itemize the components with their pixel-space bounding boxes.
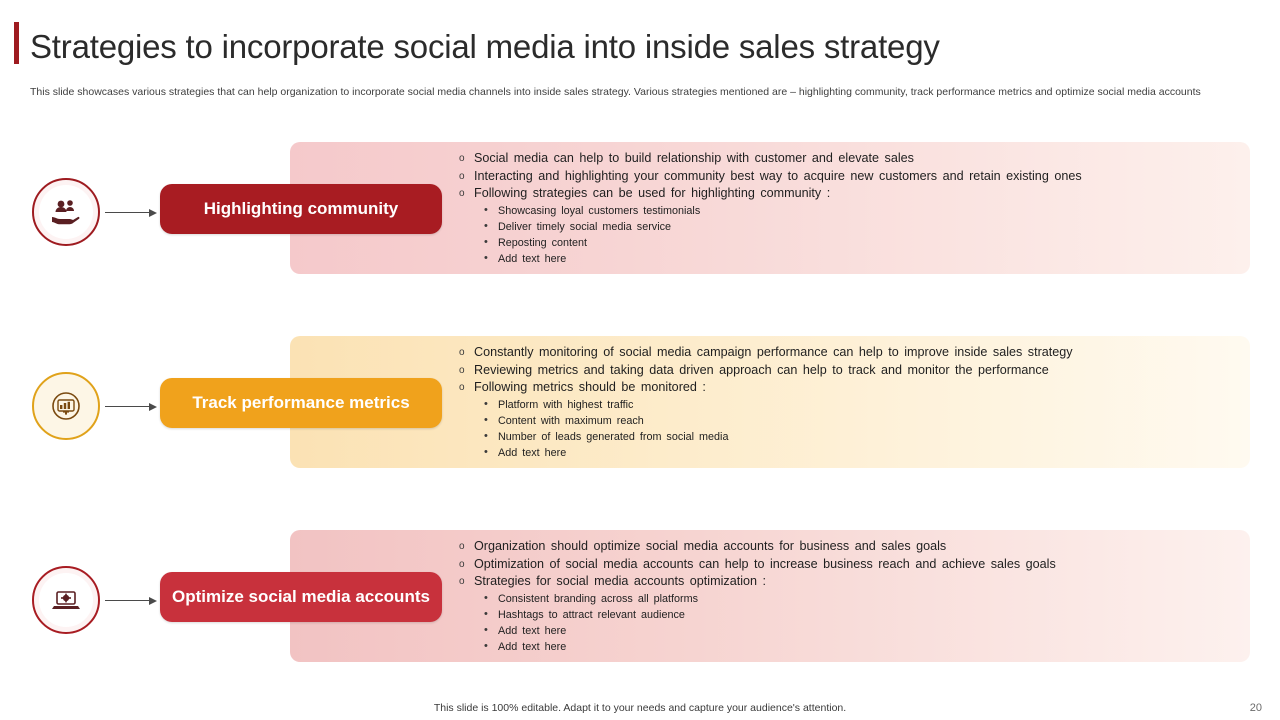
row-icon-badge xyxy=(32,178,100,246)
hand-holding-people-icon xyxy=(39,185,93,239)
strategy-row xyxy=(0,128,1280,322)
strategy-content xyxy=(456,150,1246,267)
sub-bullet-item: • Showcasing loyal customers testimonials xyxy=(456,203,1246,219)
page-title: Strategies to incorporate social media into inside sales strategy xyxy=(30,28,940,65)
footer-note: This slide is 100% editable. Adapt it to your needs and capture your audience's attention. xyxy=(433,702,847,714)
strategy-content xyxy=(456,538,1246,655)
laptop-settings-icon xyxy=(39,573,93,627)
strategy-label: Highlighting community xyxy=(203,199,399,218)
strategy-label: Optimize social media accounts xyxy=(172,587,430,606)
strategy-label-pill[interactable] xyxy=(160,572,442,622)
strategy-label: Track performance metrics xyxy=(192,393,410,412)
strategy-row xyxy=(0,322,1280,516)
bullet-item: o Reviewing metrics and taking data driven approach can help to track and monitor the performance xyxy=(456,362,1246,380)
connector-arrow xyxy=(105,597,159,605)
bullet-item: o Interacting and highlighting your community best way to acquire new customers and retain existing ones xyxy=(456,168,1246,186)
bullet-item: o Constantly monitoring of social media campaign performance can help to improve inside sales strategy xyxy=(456,344,1246,362)
strategy-label-pill[interactable] xyxy=(160,184,442,234)
sub-bullet-item: • Add text here xyxy=(456,251,1246,267)
row-icon-badge xyxy=(32,372,100,440)
sub-bullet-item: • Deliver timely social media service xyxy=(456,219,1246,235)
connector-arrow xyxy=(105,209,159,217)
bullet-item: o Social media can help to build relationship with customer and elevate sales xyxy=(456,150,1246,168)
sub-bullet-item: • Add text here xyxy=(456,639,1246,655)
performance-dashboard-icon xyxy=(39,379,93,433)
strategy-label-pill[interactable] xyxy=(160,378,442,428)
bullet-item: o Optimization of social media accounts can help to increase business reach and achieve sales goals xyxy=(456,556,1246,574)
bullet-item: o Organization should optimize social media accounts for business and sales goals xyxy=(456,538,1246,556)
strategy-rows xyxy=(0,128,1280,710)
sub-bullet-item: • Consistent branding across all platforms xyxy=(456,591,1246,607)
bullet-item: o Following strategies can be used for highlighting community : xyxy=(456,185,1246,203)
sub-bullet-item: • Platform with highest traffic xyxy=(456,397,1246,413)
row-icon-badge xyxy=(32,566,100,634)
sub-bullet-item: • Number of leads generated from social media xyxy=(456,429,1246,445)
page-number: 20 xyxy=(1249,702,1262,714)
title-accent-bar xyxy=(14,22,19,64)
sub-bullet-item: • Add text here xyxy=(456,623,1246,639)
sub-bullet-item: • Reposting content xyxy=(456,235,1246,251)
sub-bullet-item: • Content with maximum reach xyxy=(456,413,1246,429)
bullet-item: o Strategies for social media accounts optimization : xyxy=(456,573,1246,591)
connector-arrow xyxy=(105,403,159,411)
strategy-content xyxy=(456,344,1246,461)
sub-bullet-item: • Hashtags to attract relevant audience xyxy=(456,607,1246,623)
sub-bullet-item: • Add text here xyxy=(456,445,1246,461)
strategy-row xyxy=(0,516,1280,710)
slide-subtitle: This slide showcases various strategies that can help organization to incorporate social media channels into inside sales strategy. Various strategies mentioned are – highlighting community, track performance metrics and optimize social media accounts xyxy=(30,86,1201,98)
bullet-item: o Following metrics should be monitored : xyxy=(456,379,1246,397)
